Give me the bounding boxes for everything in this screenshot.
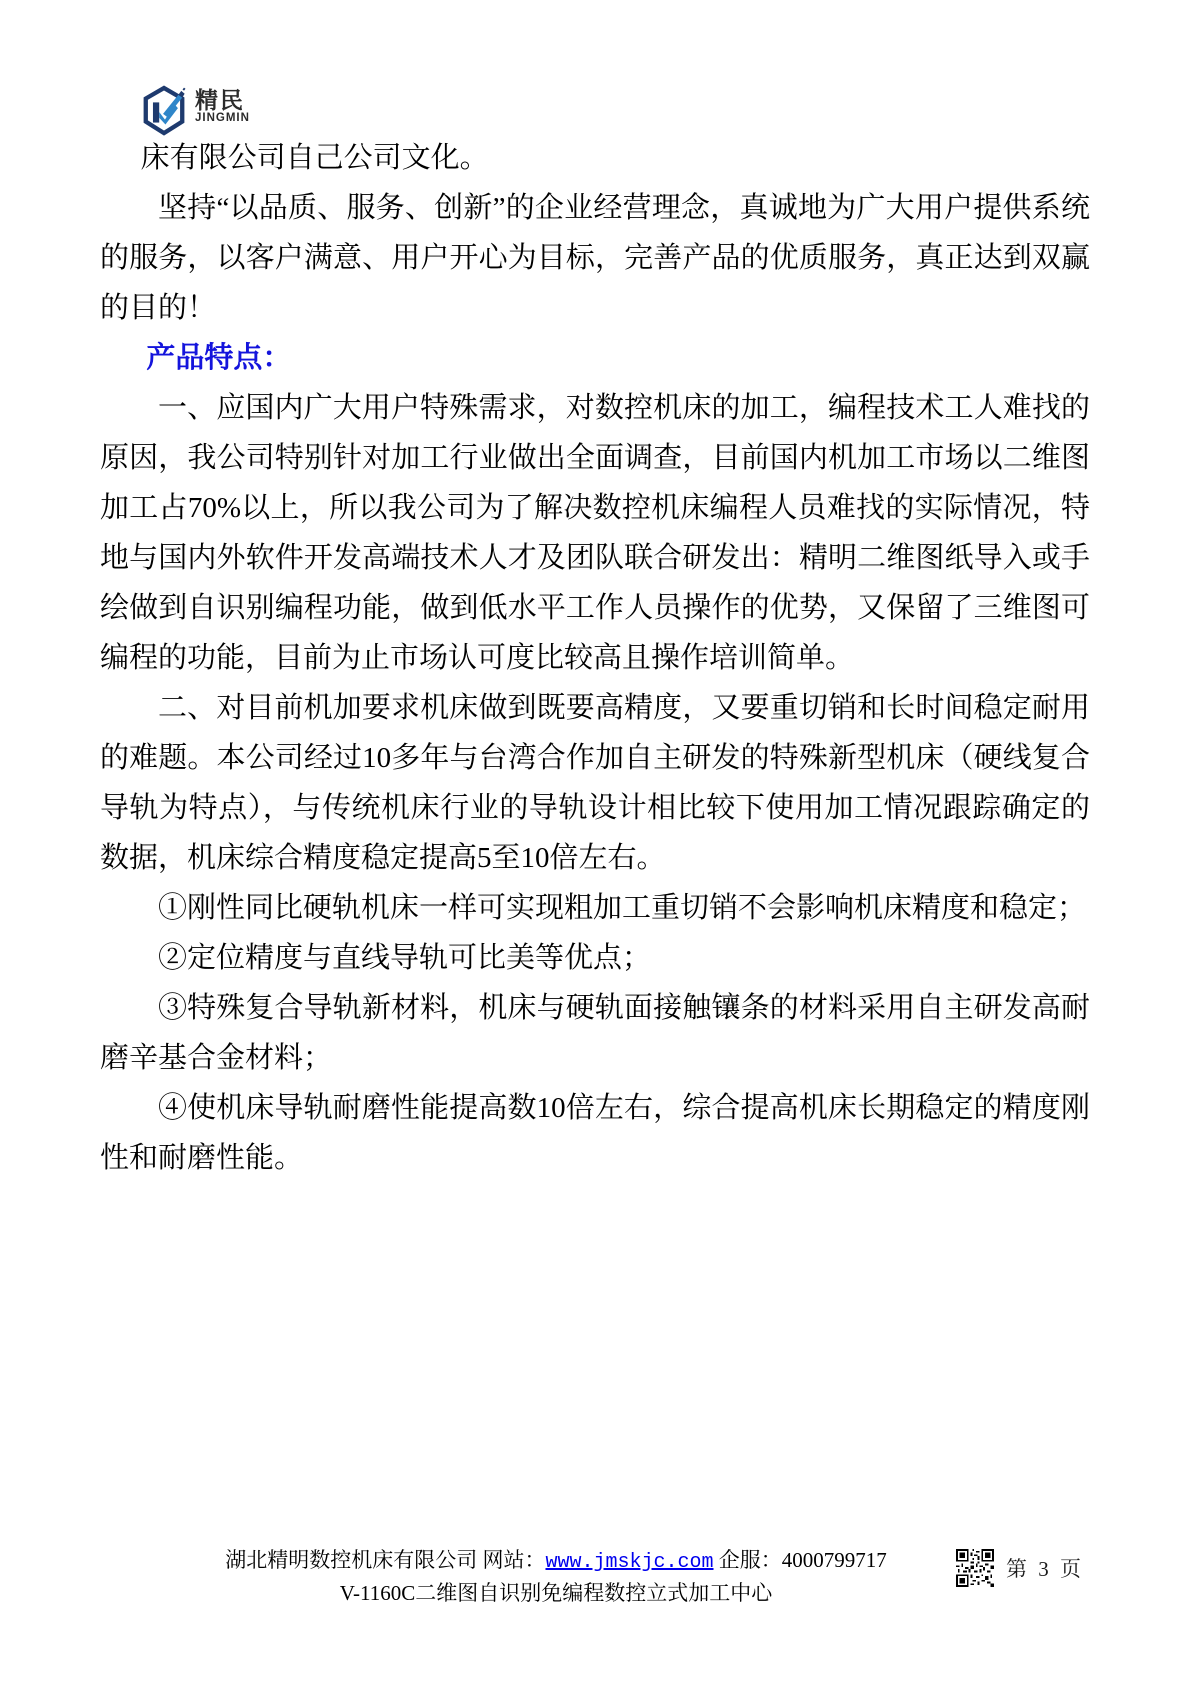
footer-website-link[interactable]: www.jmskjc.com [545, 1551, 714, 1574]
list-item-1: ①刚性同比硬轨机床一样可实现粗加工重切销不会影响机床精度和稳定； [158, 892, 1087, 924]
list-item-2: ②定位精度与直线导轨可比美等优点； [158, 942, 652, 974]
footer-line-1 [0, 1545, 1112, 1578]
list-item-3: ③特殊复合导轨新材料，机床与硬轨面接触镶条的材料采用自主研发高耐磨辛基合金材料； [100, 992, 1090, 1074]
company-logo [140, 84, 250, 140]
logo-name-zh: 精民 [195, 87, 245, 113]
page-footer [0, 1545, 1112, 1608]
document-body [100, 133, 1090, 1183]
footer-service-label: 企服： [713, 1548, 782, 1572]
list-item-4: ④使机床导轨耐磨性能提高数10倍左右，综合提高机床长期稳定的精度刚性和耐磨性能。 [100, 1092, 1090, 1174]
qr-code-icon [956, 1549, 994, 1587]
footer-company-name: 湖北精明数控机床有限公司 [225, 1548, 478, 1572]
paragraph-feature-one: 一、应国内广大用户特殊需求，对数控机床的加工，编程技术工人难找的原因，我公司特别针对加工行业做出全面调查，目前国内机加工市场以二维图加工占70%以上，所以我公司为了解决数控机床编程人员难找的实际情况，特地与国内外软件开发高端技术人才及团队联合研发出：精明二维图纸导入或手绘做到自识别编程功能，做到低水平工作人员操作的优势，又保留了三维图可编程的功能，目前为止市场认可度比较高且操作培训简单。 [100, 392, 1090, 674]
logo-text [195, 88, 250, 125]
footer-line-2 [0, 1578, 1112, 1608]
logo-hexagon-icon [140, 84, 188, 140]
paragraph-continuation: 床有限公司自己公司文化。 [140, 142, 489, 174]
footer-website-label: 网站： [477, 1548, 546, 1572]
paragraph-philosophy: 坚持“以品质、服务、创新”的企业经营理念，真诚地为广大用户提供系统的服务，以客户满意、用户开心为目标，完善产品的优质服务，真正达到双赢的目的！ [100, 192, 1090, 324]
paragraph-feature-two: 二、对目前机加要求机床做到既要高精度，又要重切销和长时间稳定耐用的难题。本公司经过10多年与台湾合作加自主研发的特殊新型机床（硬线复合导轨为特点），与传统机床行业的导轨设计相比较下使用加工情况跟踪确定的数据，机床综合精度稳定提高5至10倍左右。 [100, 692, 1090, 874]
page-number: 第 3 页 [1006, 1557, 1084, 1581]
logo-name-en: JINGMIN [195, 112, 250, 124]
footer-service-phone: 4000799717 [781, 1548, 887, 1572]
footer-product-name: V-1160C二维图自识别免编程数控立式加工中心 [339, 1581, 773, 1605]
section-heading-product-features: 产品特点： [146, 342, 292, 374]
